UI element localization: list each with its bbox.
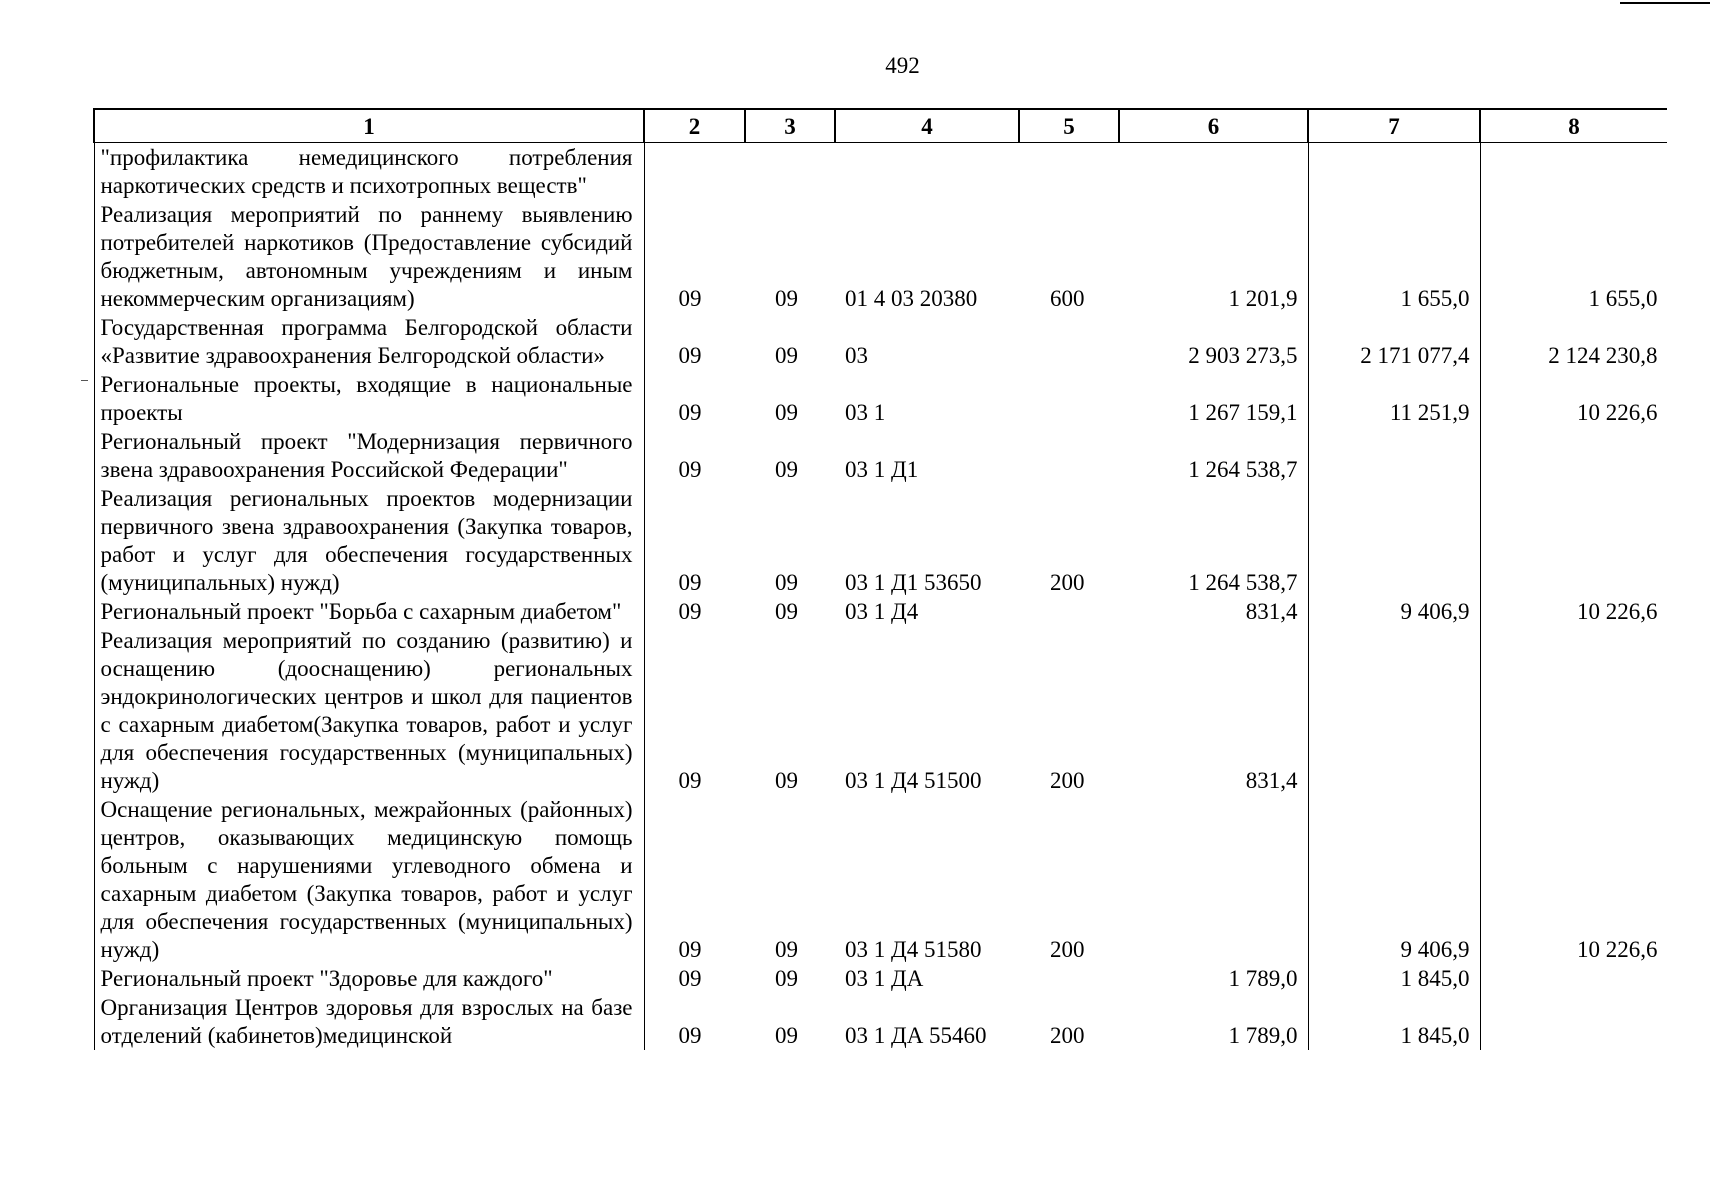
target-article-code: 03 1 Д4 51500 (845, 768, 982, 793)
row-description: Реализация мероприятий по созданию (развитию) и оснащению (дооснащению) региональных эндокринологических центров и школ для пациентов с сахарным диабетом(Закупка товаров, работ и услуг для обеспечения государственных (муниципальных) нужд) (94, 626, 644, 795)
amount-col-8: 2 124 230,8 (1480, 313, 1667, 370)
amount-col-6: 2 903 273,5 (1119, 313, 1308, 370)
target-article-code: 03 1 ДА (845, 966, 924, 991)
column-header-1: 1 (94, 109, 644, 143)
amount-col-7: 1 845,0 (1308, 993, 1480, 1050)
amount-col-8: 10 226,6 (1480, 597, 1667, 626)
target-article-code: 03 1 Д4 51580 (845, 937, 982, 962)
budget-table-container (93, 108, 1667, 1108)
row-description: Реализация региональных проектов модернизации первичного звена здравоохранения (Закупка товаров, работ и услуг для обеспечения государственных (муниципальных) нужд) (94, 484, 644, 597)
table-row (94, 597, 1667, 626)
amount-col-8: 1 655,0 (1480, 200, 1667, 313)
row-description: "профилактика немедицинского потребления наркотических средств и психотропных веществ" (94, 143, 644, 201)
page-number: 492 (885, 53, 920, 78)
section-code: 09 (644, 964, 745, 993)
amount-col-6: 1 789,0 (1119, 993, 1308, 1050)
amount-col-8: 10 226,6 (1480, 370, 1667, 427)
subsection-code: 09 (775, 457, 798, 482)
column-header-2: 2 (644, 109, 745, 143)
expense-type-code: 200 (1050, 570, 1085, 595)
amount-col-8 (1480, 484, 1667, 597)
amount-col-6: 1 267 159,1 (1119, 370, 1308, 427)
row-description: Государственная программа Белгородской области «Развитие здравоохранения Белгородской области» (94, 313, 644, 370)
target-article-code (835, 143, 1019, 201)
header-row (94, 109, 1667, 143)
subsection-code: 09 (775, 768, 798, 793)
expense-type-code: 200 (1050, 937, 1085, 962)
expense-type-code: 200 (1050, 1023, 1085, 1048)
expense-type-code (1019, 597, 1119, 626)
row-description: Организация Центров здоровья для взрослых на базе отделений (кабинетов)медицинской (94, 993, 644, 1050)
amount-col-8 (1480, 427, 1667, 484)
section-code: 09 (644, 313, 745, 370)
expense-type-code: 600 (1050, 286, 1085, 311)
amount-col-7 (1308, 427, 1480, 484)
amount-col-8 (1480, 626, 1667, 795)
target-article-code: 03 1 Д4 (845, 599, 919, 624)
subsection-code: 09 (775, 1023, 798, 1048)
amount-col-6: 1 201,9 (1119, 200, 1308, 313)
target-article-code: 03 1 Д1 (845, 457, 919, 482)
amount-col-7: 11 251,9 (1308, 370, 1480, 427)
column-header-5: 5 (1019, 109, 1119, 143)
target-article-code: 03 1 ДА 55460 (845, 1023, 987, 1048)
subsection-code: 09 (775, 343, 798, 368)
section-code: 09 (644, 370, 745, 427)
subsection-code: 09 (775, 937, 798, 962)
amount-col-7 (1308, 626, 1480, 795)
amount-col-7 (1308, 484, 1480, 597)
margin-mark (81, 380, 88, 381)
subsection-code: 09 (775, 570, 798, 595)
table-row (94, 313, 1667, 370)
amount-col-6 (1119, 795, 1308, 964)
subsection-code: 09 (775, 286, 798, 311)
expense-type-code (1019, 370, 1119, 427)
section-code: 09 (644, 795, 745, 964)
table-row (94, 795, 1667, 964)
section-code: 09 (644, 484, 745, 597)
column-header-6: 6 (1119, 109, 1308, 143)
column-header-4: 4 (835, 109, 1019, 143)
target-article-code: 03 (845, 343, 868, 368)
section-code: 09 (644, 597, 745, 626)
table-row (94, 427, 1667, 484)
section-code: 09 (644, 626, 745, 795)
budget-table (93, 108, 1667, 1050)
table-row (94, 200, 1667, 313)
row-description: Реализация мероприятий по раннему выявлению потребителей наркотиков (Предоставление субсидий бюджетным, автономным учреждениям и иным некоммерческим организациям) (94, 200, 644, 313)
target-article-code: 03 1 Д1 53650 (845, 570, 982, 595)
column-header-7: 7 (1308, 109, 1480, 143)
amount-col-8 (1480, 143, 1667, 201)
amount-col-6: 1 789,0 (1119, 964, 1308, 993)
column-header-3: 3 (745, 109, 835, 143)
subsection-code (745, 143, 835, 201)
amount-col-8 (1480, 964, 1667, 993)
table-row (94, 993, 1667, 1050)
row-description: Региональные проекты, входящие в национальные проекты (94, 370, 644, 427)
section-code: 09 (644, 200, 745, 313)
expense-type-code (1019, 143, 1119, 201)
amount-col-6: 831,4 (1119, 626, 1308, 795)
amount-col-7: 9 406,9 (1308, 795, 1480, 964)
expense-type-code (1019, 427, 1119, 484)
amount-col-6: 1 264 538,7 (1119, 427, 1308, 484)
amount-col-7: 1 655,0 (1308, 200, 1480, 313)
target-article-code: 01 4 03 20380 (845, 286, 978, 311)
amount-col-6 (1119, 143, 1308, 201)
amount-col-7: 2 171 077,4 (1308, 313, 1480, 370)
table-row (94, 370, 1667, 427)
table-row (94, 143, 1667, 201)
section-code (644, 143, 745, 201)
section-code: 09 (644, 993, 745, 1050)
top-edge-rule (1620, 2, 1710, 4)
table-row (94, 484, 1667, 597)
subsection-code: 09 (775, 966, 798, 991)
amount-col-7 (1308, 143, 1480, 201)
amount-col-8 (1480, 993, 1667, 1050)
row-description: Оснащение региональных, межрайонных (районных) центров, оказывающих медицинскую помощь больным с нарушениями углеводного обмена и сахарным диабетом (Закупка товаров, работ и услуг для обеспечения государственных (муниципальных) нужд) (94, 795, 644, 964)
table-row (94, 964, 1667, 993)
table-row (94, 626, 1667, 795)
row-description: Региональный проект "Борьба с сахарным диабетом" (94, 597, 644, 626)
section-code: 09 (644, 427, 745, 484)
row-description: Региональный проект "Модернизация первичного звена здравоохранения Российской Федерации" (94, 427, 644, 484)
subsection-code: 09 (775, 599, 798, 624)
expense-type-code: 200 (1050, 768, 1085, 793)
subsection-code: 09 (775, 400, 798, 425)
target-article-code: 03 1 (845, 400, 886, 425)
expense-type-code (1019, 313, 1119, 370)
amount-col-6: 1 264 538,7 (1119, 484, 1308, 597)
amount-col-7: 1 845,0 (1308, 964, 1480, 993)
amount-col-8: 10 226,6 (1480, 795, 1667, 964)
amount-col-7: 9 406,9 (1308, 597, 1480, 626)
amount-col-6: 831,4 (1119, 597, 1308, 626)
column-header-8: 8 (1480, 109, 1667, 143)
row-description: Региональный проект "Здоровье для каждого" (94, 964, 644, 993)
expense-type-code (1019, 964, 1119, 993)
